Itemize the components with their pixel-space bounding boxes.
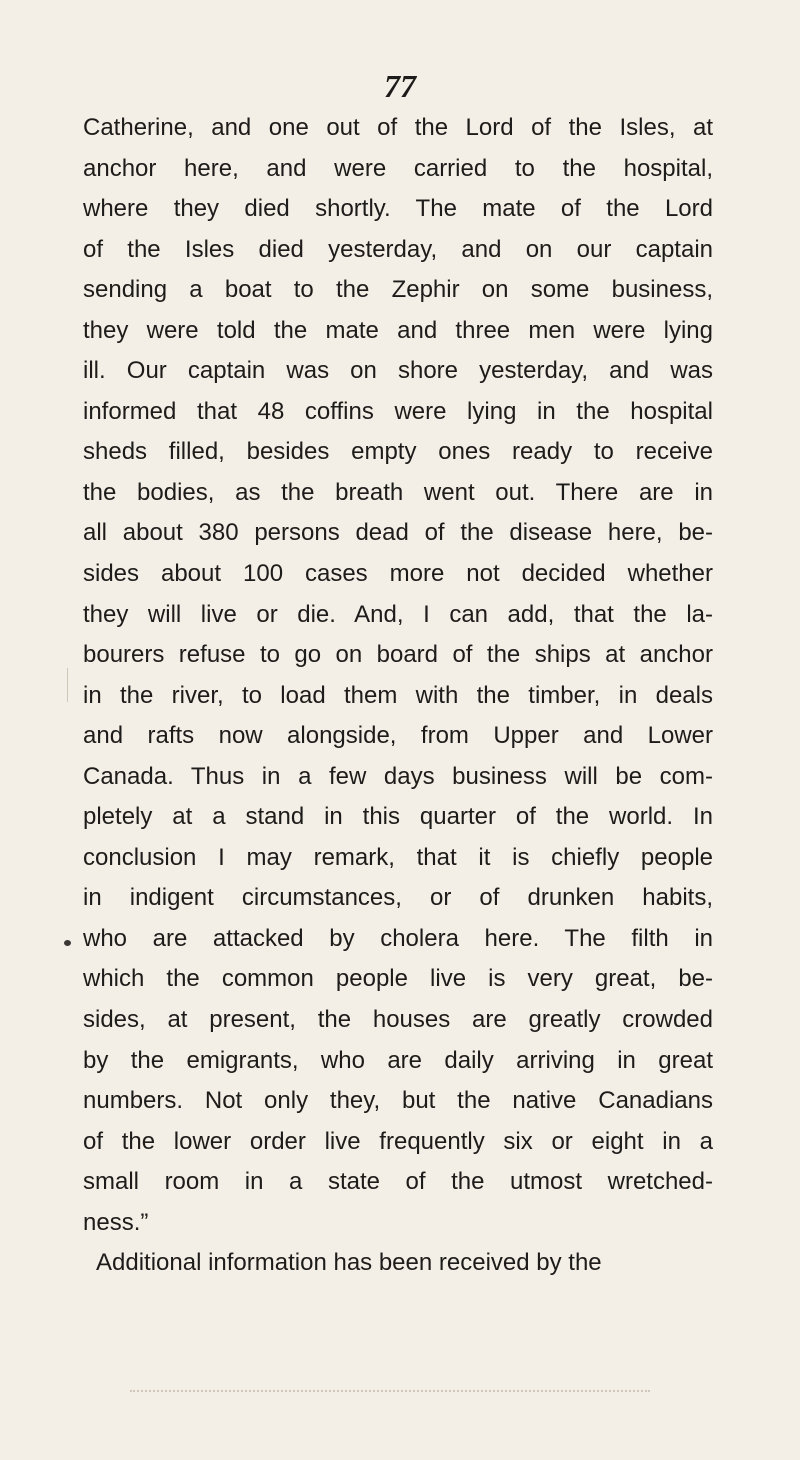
- text-line: informed that 48 coffins were lying in the hospital: [83, 397, 713, 425]
- text-line: in indigent circumstances, or of drunken habits,: [83, 884, 713, 912]
- text-line: anchor here, and were carried to the hospital,: [83, 154, 713, 182]
- text-line: by the emigrants, who are daily arriving in great: [83, 1046, 713, 1074]
- text-line: conclusion I may remark, that it is chiefly people: [83, 843, 713, 871]
- margin-mark: [64, 940, 71, 946]
- text-line: in the river, to load them with the timber, in deals: [83, 681, 713, 709]
- text-line: and rafts now alongside, from Upper and Lower: [83, 722, 713, 750]
- text-line: all about 380 persons dead of the disease here, be-: [83, 519, 713, 547]
- text-line: bourers refuse to go on board of the ships at anchor: [83, 641, 713, 669]
- text-line: who are attacked by cholera here. The filth in: [83, 924, 713, 952]
- page-number: 77: [384, 68, 416, 104]
- text-line: sides about 100 cases more not decided whether: [83, 560, 713, 588]
- text-line: sheds filled, besides empty ones ready to receive: [83, 438, 713, 466]
- text-line: Canada. Thus in a few days business will be com-: [83, 762, 713, 790]
- text-line: where they died shortly. The mate of the Lord: [83, 195, 713, 223]
- body-text: [83, 108, 713, 1284]
- text-line: Catherine, and one out of the Lord of the Isles, at: [83, 114, 713, 141]
- text-line: the bodies, as the breath went out. There are in: [83, 478, 713, 506]
- text-line: they will live or die. And, I can add, that the la-: [83, 600, 713, 628]
- text-line: they were told the mate and three men were lying: [83, 316, 713, 344]
- text-line: sides, at present, the houses are greatly crowded: [83, 1006, 713, 1034]
- text-line: Additional information has been received by the: [96, 1249, 602, 1277]
- text-line: numbers. Not only they, but the native Canadians: [83, 1087, 713, 1115]
- text-line: of the Isles died yesterday, and on our captain: [83, 235, 713, 263]
- text-line: ness.”: [83, 1208, 149, 1236]
- text-line: of the lower order live frequently six or eight in a: [83, 1127, 713, 1155]
- text-line: pletely at a stand in this quarter of the world. In: [83, 803, 713, 831]
- bleed-through: [130, 1390, 650, 1396]
- text-line: which the common people live is very great, be-: [83, 965, 713, 993]
- text-line: ill. Our captain was on shore yesterday, and was: [83, 357, 713, 385]
- margin-rule: [67, 668, 68, 702]
- text-line: sending a boat to the Zephir on some business,: [83, 276, 713, 304]
- text-line: small room in a state of the utmost wretched-: [83, 1168, 713, 1196]
